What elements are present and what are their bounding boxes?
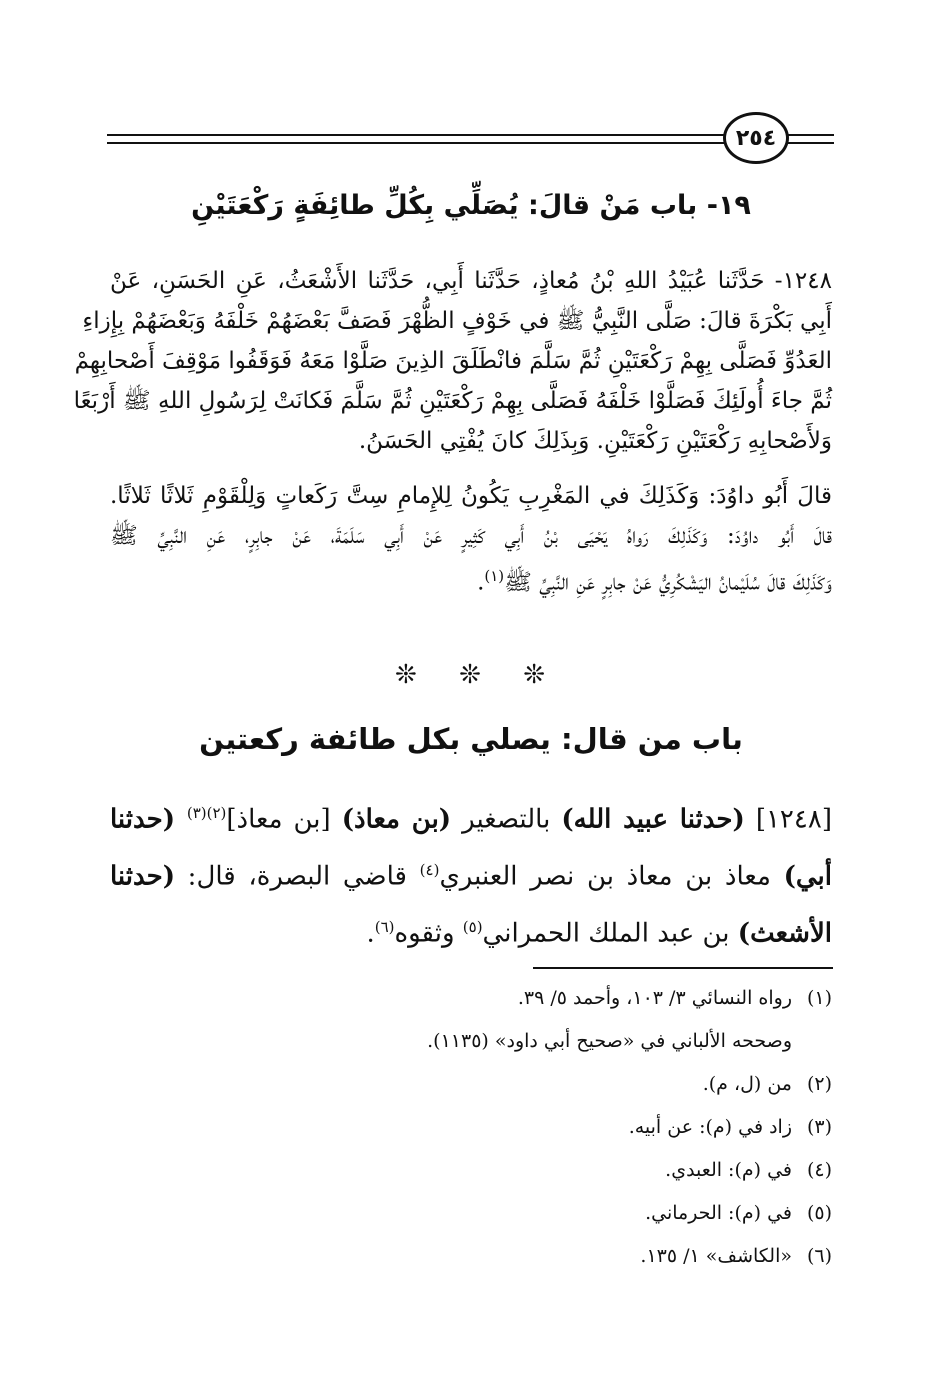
hadith-number: [١٢٤٨]	[744, 804, 832, 835]
page-number: ٢٥٤	[723, 112, 789, 164]
footnote-3	[110, 1114, 832, 1140]
footnote-ref-6: (٦)	[374, 918, 395, 936]
abu-dawud-line-2: قالَ أَبُو داوُدَ: وَكَذَلِكَ رَواهُ يَحْيَى بْنُ أَبِي كَثِيرٍ عَنْ أَبِي سَلَمَةَ، عَنْ جابِرٍ، عَنِ النَّبِيِّ ﷺ	[110, 523, 832, 549]
commentary-line-3	[110, 910, 832, 951]
footnote-number: (٢)	[806, 1073, 832, 1095]
commentary-line-2	[110, 853, 832, 894]
footnote-text: في (م): الحرماني.	[645, 1202, 792, 1224]
hadith-line-3: العَدُوِّ فَصَلَّى بِهِمْ رَكْعَتَيْنِ ثُمَّ سَلَّمَ فانْطَلَقَ الذِينَ صَلَّوْا مَعَهُ فَوَقَفُوا مَوْقِفَ أَصْحابِهِمْ	[74, 348, 832, 374]
separator-star-icon: ❊	[395, 660, 417, 690]
header-rule-right-top	[788, 134, 834, 136]
commentary-text: قاضي البصرة، قال:	[175, 861, 420, 892]
commentary-text: .	[366, 918, 375, 949]
commentary-text: معاذ بن معاذ بن نصر العنبري	[439, 861, 784, 892]
footnote-6	[110, 1243, 832, 1269]
commentary-text: بن عبد الملك الحمراني	[482, 918, 738, 949]
footnote-text: وصححه الألباني في «صحيح أبي داود» (١١٣٥).	[427, 1030, 792, 1052]
hadith-line-2: أَبِي بَكْرَةَ قالَ: صَلَّى النَّبِيُّ ﷺ في خَوْفٍ الظُّهْرَ فَصَفَّ بَعْضَهُمْ خَلْفَهُ وَبَعْضَهُمْ بِإِزاءِ	[82, 308, 832, 334]
abu-dawud-line-3-text: وَكَذَلِكَ قالَ سُلَيْمانُ اليَشْكُرِيُّ عَنْ جابِرٍ عَنِ النَّبِيِّ ﷺ	[504, 569, 832, 596]
footnote-ref-5: (٥)	[462, 918, 483, 936]
footnote-text: «الكاشف» ١/ ١٣٥.	[640, 1245, 792, 1267]
commentary-line-1	[110, 796, 832, 837]
narrator-ref: أبي)	[783, 861, 832, 892]
section-separator	[395, 660, 545, 690]
header-rule-left-bottom	[107, 142, 725, 144]
footnote-text: في (م): العبدي.	[665, 1159, 792, 1181]
header-rule-right-bottom	[788, 142, 834, 144]
section-title: ١٩- باب مَنْ قالَ: يُصَلِّي بِكُلِّ طائِفَةٍ رَكْعَتَيْنِ	[191, 190, 751, 221]
footnote-rule	[533, 967, 833, 969]
narrator-ref: (حدثنا عبيد الله)	[561, 804, 745, 835]
footnote-text: زاد في (م): عن أبيه.	[628, 1116, 792, 1138]
footnote-number: (٦)	[806, 1245, 832, 1267]
hadith-line-4: ثُمَّ جاءَ أُولَئِكَ فَصَلَّوْا خَلْفَهُ فَصَلَّى بِهِمْ رَكْعَتَيْنِ ثُمَّ سَلَّمَ فَكانَتْ لِرَسُولِ اللهِ ﷺ أَرْبَعًا	[73, 388, 832, 414]
header-rule-left-top	[107, 134, 725, 136]
footnote-number: (١)	[806, 987, 832, 1009]
footnote-4	[110, 1157, 832, 1183]
footnote-text: من (ل، م).	[702, 1073, 792, 1095]
footnote-5	[110, 1200, 832, 1226]
footnote-number: (٤)	[806, 1159, 832, 1181]
footnote-2	[110, 1071, 832, 1097]
footnote-text: رواه النسائي ٣/ ١٠٣، وأحمد ٥/ ٣٩.	[517, 987, 792, 1009]
footnote-1	[110, 985, 832, 1011]
footnote-number: (٥)	[806, 1202, 832, 1224]
commentary-text: [بن معاذ]	[226, 804, 342, 835]
commentary-text: وثقوه	[394, 918, 463, 949]
hadith-line-1: ١٢٤٨- حَدَّثَنا عُبَيْدُ اللهِ بْنُ مُعاذٍ، حَدَّثَنا أَبِي، حَدَّثَنا الأَشْعَثُ، عَنِ الحَسَنِ، عَنْ	[110, 268, 832, 294]
footnote-ref-2-3: (٢)(٣)	[186, 804, 227, 822]
separator-star-icon: ❊	[459, 660, 481, 690]
footnote-ref-1: (١)	[484, 567, 505, 585]
footnote-ref-4: (٤)	[419, 861, 440, 879]
narrator-ref: (بن معاذ)	[341, 804, 452, 835]
separator-star-icon: ❊	[523, 660, 545, 690]
hadith-line-5: وَلأَصْحابِهِ رَكْعَتَيْنِ رَكْعَتَيْنِ. وَبِذَلِكَ كانَ يُفْتِي الحَسَنُ.	[358, 428, 832, 454]
commentary-text: بالتصغير	[451, 804, 562, 835]
narrator-ref: (حدثنا	[110, 804, 187, 835]
footnote-number: (٣)	[806, 1116, 832, 1138]
narrator-ref: (حدثنا	[110, 861, 176, 892]
narrator-ref: الأشعث)	[737, 918, 832, 949]
abu-dawud-line-1: قالَ أَبُو داوُدَ: وَكَذَلِكَ في المَغْرِبِ يَكُونُ لِلإِمامِ سِتَّ رَكَعاتٍ وَلِلْقَوْمِ ثَلاثًا ثَلاثًا.	[110, 483, 832, 509]
commentary-title: باب من قال: يصلي بكل طائفة ركعتين	[199, 722, 743, 756]
abu-dawud-line-3: وَكَذَلِكَ قالَ سُلَيْمانُ اليَشْكُرِيُّ عَنْ جابِرٍ عَنِ النَّبِيِّ ﷺ$^{(١)}$.	[477, 567, 832, 596]
footnote-1-continued	[110, 1028, 792, 1054]
